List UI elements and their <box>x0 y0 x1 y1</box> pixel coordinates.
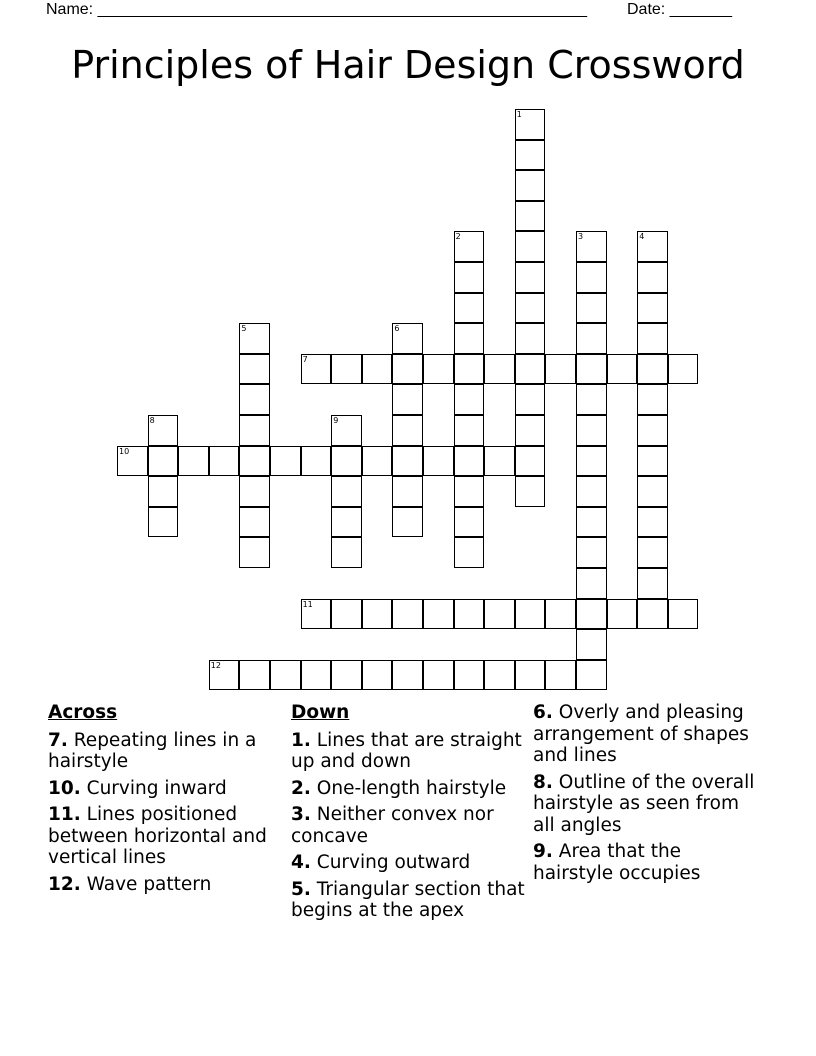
grid-cell[interactable] <box>576 599 607 630</box>
grid-cell[interactable] <box>515 384 546 415</box>
clue-number: 5. <box>291 878 311 900</box>
grid-cell[interactable] <box>239 660 270 691</box>
clue-item <box>48 874 273 896</box>
across-heading: Across <box>48 702 118 723</box>
grid-cell[interactable] <box>331 599 362 630</box>
clue-number-label: 10 <box>119 446 130 456</box>
grid-cell[interactable] <box>454 507 485 538</box>
grid-cell[interactable] <box>148 446 179 477</box>
grid-cell[interactable] <box>454 476 485 507</box>
grid-cell[interactable] <box>392 415 423 446</box>
grid-cell[interactable] <box>515 476 546 507</box>
grid-cell[interactable] <box>545 354 576 385</box>
grid-cell[interactable] <box>484 354 515 385</box>
clue-number: 9. <box>533 841 553 862</box>
clue-number-label: 1 <box>516 110 522 119</box>
grid-cell[interactable] <box>515 201 546 232</box>
clue-number-label: 6 <box>394 324 400 334</box>
grid-cell[interactable] <box>637 293 668 324</box>
clue-number: 12. <box>48 873 81 895</box>
grid-cell[interactable] <box>607 354 638 385</box>
down-clues-continued <box>533 702 758 889</box>
grid-cell[interactable] <box>148 507 179 538</box>
grid-cell[interactable] <box>454 293 485 324</box>
grid-cell[interactable] <box>301 354 332 385</box>
grid-cell[interactable] <box>148 476 179 507</box>
grid-cell[interactable] <box>392 323 423 354</box>
grid-cell[interactable] <box>576 568 607 599</box>
grid-cell[interactable] <box>515 293 546 324</box>
clue-text: Lines positioned between horizontal and vertical lines <box>48 804 267 868</box>
grid-cell[interactable] <box>637 323 668 354</box>
across-clues <box>48 702 273 900</box>
grid-cell[interactable] <box>239 384 270 415</box>
clue-text: Area that the hairstyle occupies <box>533 841 701 884</box>
clue-number-label: 3 <box>578 232 584 242</box>
clue-number-label: 8 <box>149 416 155 425</box>
grid-cell[interactable] <box>637 476 668 507</box>
grid-cell[interactable] <box>576 384 607 415</box>
grid-cell[interactable] <box>178 446 209 477</box>
grid-cell[interactable] <box>515 170 546 201</box>
grid-cell[interactable] <box>515 231 546 262</box>
grid-cell[interactable] <box>392 476 423 507</box>
grid-cell[interactable] <box>576 507 607 538</box>
grid-cell[interactable] <box>607 599 638 630</box>
grid-cell[interactable] <box>668 599 699 630</box>
grid-cell[interactable] <box>239 323 270 354</box>
grid-cell[interactable] <box>454 323 485 354</box>
grid-cell[interactable] <box>454 262 485 293</box>
grid-cell[interactable] <box>484 446 515 477</box>
grid-cell[interactable] <box>209 446 240 477</box>
grid-cell[interactable] <box>239 415 270 446</box>
clue-item <box>48 730 273 773</box>
grid-cell[interactable] <box>637 384 668 415</box>
grid-cell[interactable] <box>576 660 607 691</box>
clue-number: 3. <box>291 804 311 825</box>
down-clue-list <box>291 730 531 922</box>
grid-cell[interactable] <box>576 476 607 507</box>
clue-text: Neither convex nor concave <box>291 804 494 847</box>
grid-cell[interactable] <box>484 599 515 630</box>
grid-cell[interactable] <box>576 231 607 262</box>
clue-text: Overly and pleasing arrangement of shapes and lines <box>533 702 749 766</box>
clue-number: 4. <box>291 852 311 873</box>
clue-number-label: 11 <box>302 599 313 609</box>
down-clues <box>291 702 531 927</box>
grid-cell[interactable] <box>270 660 301 691</box>
grid-cell[interactable] <box>637 568 668 599</box>
grid-cell[interactable] <box>301 446 332 477</box>
grid-cell[interactable] <box>454 660 485 691</box>
grid-cell[interactable] <box>576 629 607 660</box>
date-field-label[interactable]: Date: _______ <box>627 1 732 18</box>
grid-cell[interactable] <box>515 415 546 446</box>
clue-text: Curving outward <box>310 852 471 873</box>
grid-cell[interactable] <box>331 660 362 691</box>
clue-number: 11. <box>48 804 81 825</box>
clue-text: Triangular section that begins at the apex <box>291 878 525 921</box>
clue-number-label: 2 <box>455 232 461 242</box>
clue-number-label: 9 <box>333 416 339 425</box>
clue-text: Outline of the overall hairstyle as seen from all angles <box>533 771 755 836</box>
clue-item <box>48 778 273 800</box>
grid-cell[interactable] <box>454 599 485 630</box>
grid-cell[interactable] <box>637 262 668 293</box>
clue-text: Repeating lines in a hairstyle <box>48 729 257 772</box>
clue-item <box>291 778 531 800</box>
grid-cell[interactable] <box>331 446 362 477</box>
grid-cell[interactable] <box>239 507 270 538</box>
grid-cell[interactable] <box>423 599 454 630</box>
grid-cell[interactable] <box>515 323 546 354</box>
name-field-label[interactable]: Name: _______________________________________________________ <box>46 1 587 18</box>
grid-cell[interactable] <box>331 507 362 538</box>
grid-cell[interactable] <box>423 354 454 385</box>
grid-cell[interactable] <box>362 660 393 691</box>
grid-cell[interactable] <box>117 446 148 477</box>
clue-item <box>533 841 758 884</box>
grid-cell[interactable] <box>515 109 546 140</box>
grid-cell[interactable] <box>362 599 393 630</box>
grid-cell[interactable] <box>239 354 270 385</box>
grid-cell[interactable] <box>392 599 423 630</box>
clue-number: 7. <box>48 729 68 751</box>
grid-cell[interactable] <box>454 537 485 568</box>
grid-cell[interactable] <box>545 660 576 691</box>
grid-cell[interactable] <box>331 476 362 507</box>
clue-number-label: 5 <box>241 324 247 334</box>
grid-cell[interactable] <box>515 660 546 691</box>
grid-cell[interactable] <box>392 446 423 477</box>
clue-item <box>291 879 531 922</box>
grid-cell[interactable] <box>637 537 668 568</box>
clue-text: Curving inward <box>80 777 227 799</box>
grid-cell[interactable] <box>576 323 607 354</box>
grid-cell[interactable] <box>637 507 668 538</box>
grid-cell[interactable] <box>576 446 607 477</box>
grid-cell[interactable] <box>239 537 270 568</box>
down-heading: Down <box>291 702 350 723</box>
clue-item <box>533 772 758 837</box>
grid-cell[interactable] <box>515 262 546 293</box>
grid-cell[interactable] <box>270 446 301 477</box>
grid-cell[interactable] <box>331 415 362 446</box>
clue-number: 2. <box>291 777 311 799</box>
clue-number-label: 7 <box>302 354 308 364</box>
grid-cell[interactable] <box>209 660 240 691</box>
page-title: Principles of Hair Design Crossword <box>71 43 745 87</box>
clue-number: 8. <box>533 771 553 793</box>
grid-cell[interactable] <box>576 415 607 446</box>
clue-item <box>533 702 758 767</box>
down-clue-list-continued <box>533 702 758 884</box>
grid-cell[interactable] <box>515 446 546 477</box>
clue-text: Lines that are straight up and down <box>291 729 522 772</box>
clue-text: One-length hairstyle <box>310 777 507 799</box>
grid-cell[interactable] <box>576 537 607 568</box>
grid-cell[interactable] <box>637 599 668 630</box>
clue-number: 1. <box>291 729 311 751</box>
grid-cell[interactable] <box>637 446 668 477</box>
grid-cell[interactable] <box>392 384 423 415</box>
grid-cell[interactable] <box>331 354 362 385</box>
grid-cell[interactable] <box>484 660 515 691</box>
grid-cell[interactable] <box>515 140 546 171</box>
grid-cell[interactable] <box>239 476 270 507</box>
clue-text: Wave pattern <box>80 873 212 895</box>
grid-cell[interactable] <box>423 446 454 477</box>
grid-cell[interactable] <box>362 354 393 385</box>
grid-cell[interactable] <box>515 354 546 385</box>
grid-cell[interactable] <box>454 446 485 477</box>
across-clue-list <box>48 730 273 896</box>
clue-number-label: 4 <box>639 232 645 242</box>
clue-item <box>291 852 531 874</box>
grid-cell[interactable] <box>301 599 332 630</box>
clue-number: 6. <box>533 702 553 723</box>
grid-cell[interactable] <box>668 354 699 385</box>
grid-cell[interactable] <box>392 507 423 538</box>
grid-cell[interactable] <box>637 415 668 446</box>
grid-cell[interactable] <box>576 354 607 385</box>
grid-cell[interactable] <box>392 354 423 385</box>
grid-cell[interactable] <box>545 599 576 630</box>
clue-item <box>48 804 273 869</box>
grid-cell[interactable] <box>423 660 454 691</box>
grid-cell[interactable] <box>454 384 485 415</box>
grid-cell[interactable] <box>239 446 270 477</box>
grid-cell[interactable] <box>576 293 607 324</box>
grid-cell[interactable] <box>454 415 485 446</box>
grid-cell[interactable] <box>454 354 485 385</box>
grid-cell[interactable] <box>362 446 393 477</box>
grid-cell[interactable] <box>331 537 362 568</box>
grid-cell[interactable] <box>454 231 485 262</box>
clue-number-label: 12 <box>210 660 221 670</box>
grid-cell[interactable] <box>515 599 546 630</box>
grid-cell[interactable] <box>637 231 668 262</box>
grid-cell[interactable] <box>392 660 423 691</box>
clue-number: 10. <box>48 777 81 799</box>
grid-cell[interactable] <box>576 262 607 293</box>
clue-item <box>291 804 531 847</box>
grid-cell[interactable] <box>148 415 179 446</box>
clue-item <box>291 730 531 773</box>
grid-cell[interactable] <box>637 354 668 385</box>
grid-cell[interactable] <box>301 660 332 691</box>
